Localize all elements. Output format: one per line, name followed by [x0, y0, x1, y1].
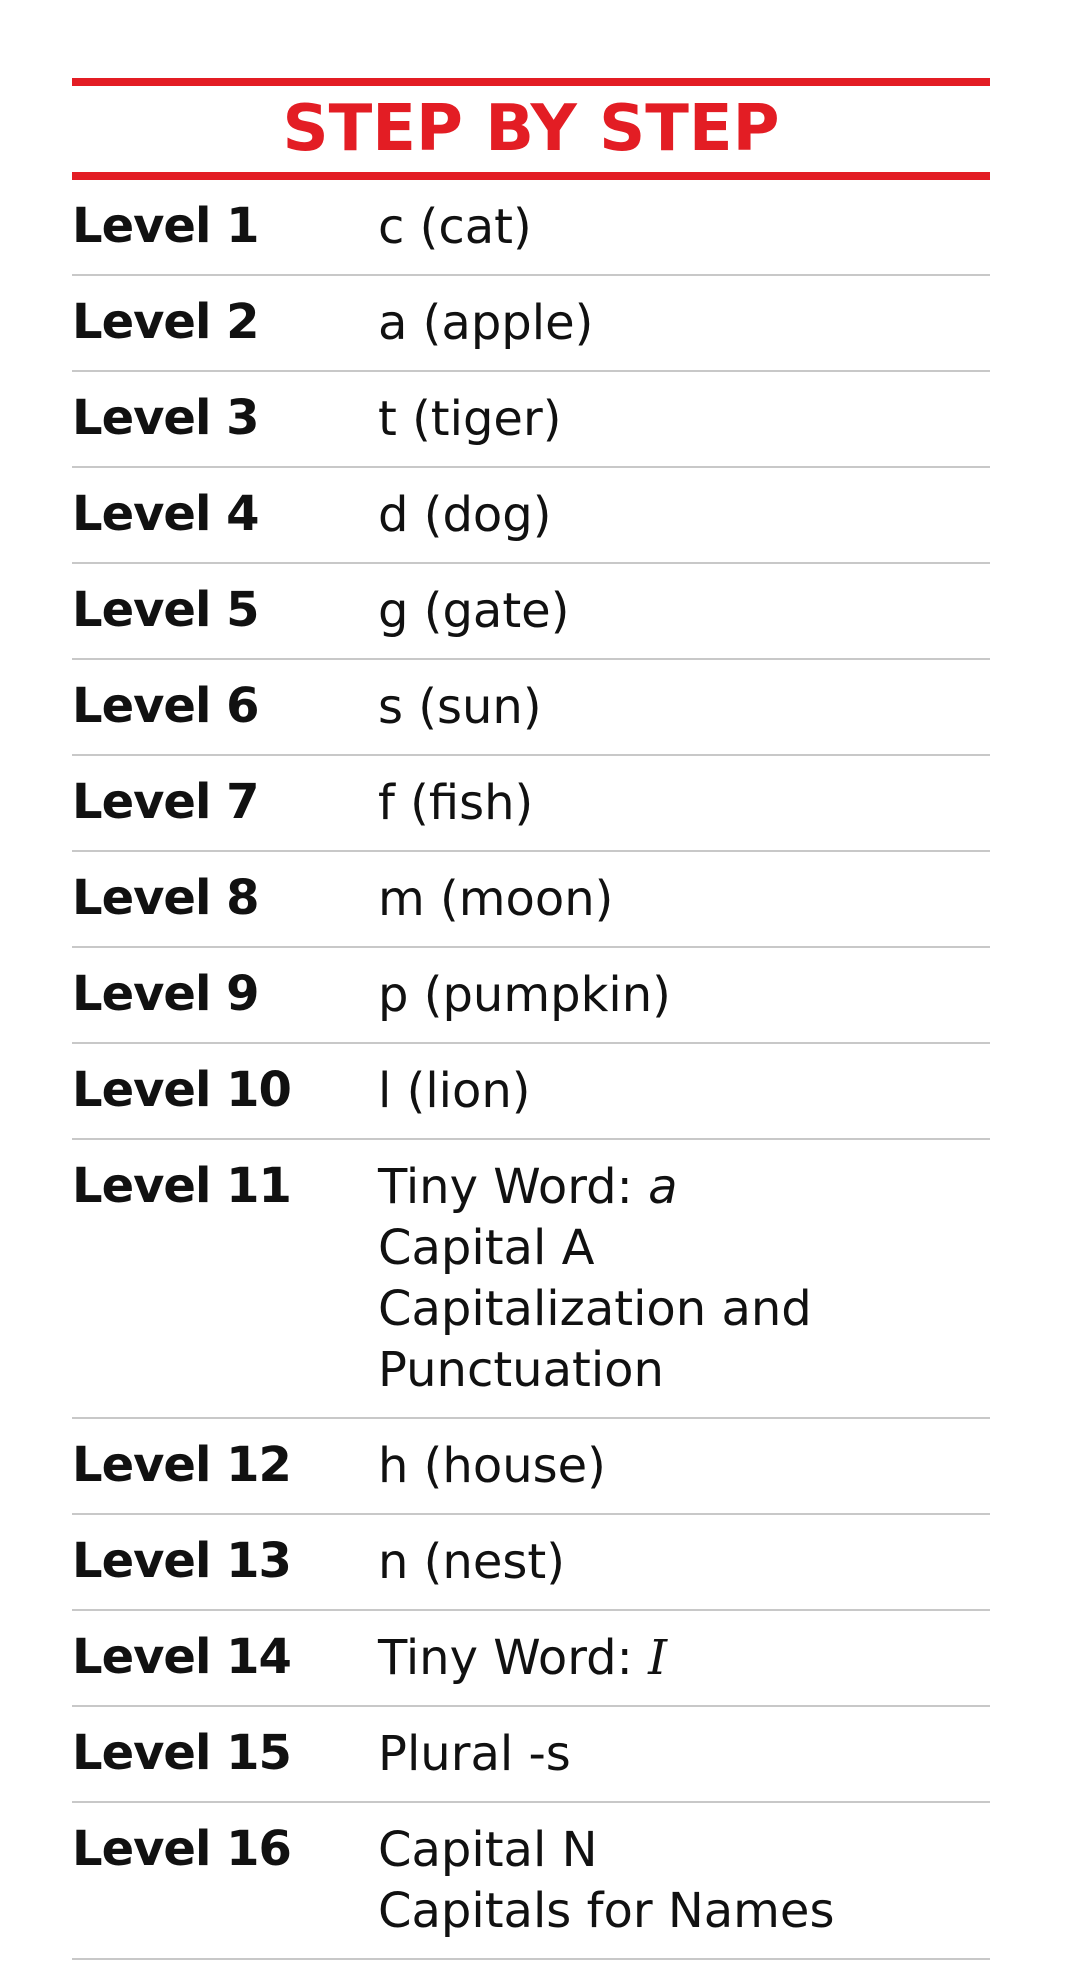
level-description [378, 197, 990, 258]
level-label: Level 1 [72, 198, 259, 254]
description-line: Capital A [378, 1220, 595, 1276]
level-description [378, 389, 990, 450]
step-by-step-panel [72, 78, 990, 1960]
level-description [378, 1820, 990, 1942]
level-description [378, 1532, 990, 1593]
level-label: Level 8 [72, 870, 259, 926]
level-row [72, 1707, 990, 1803]
level-description [378, 773, 990, 834]
level-description [378, 1061, 990, 1122]
level-row [72, 1803, 990, 1960]
level-row [72, 852, 990, 948]
description-line: Plural -s [378, 1726, 571, 1782]
level-description [378, 1436, 990, 1497]
level-description [378, 485, 990, 546]
level-row [72, 1044, 990, 1140]
level-label: Level 2 [72, 294, 259, 350]
tiny-word-prefix: Tiny Word: [378, 1159, 649, 1215]
levels-list [72, 180, 990, 1960]
level-description [378, 677, 990, 738]
level-label: Level 15 [72, 1725, 291, 1781]
level-description [378, 1724, 990, 1785]
level-description [378, 1157, 990, 1401]
description-line: t (tiger) [378, 391, 562, 447]
description-line: h (house) [378, 1438, 606, 1494]
level-description [378, 581, 990, 642]
level-row [72, 180, 990, 276]
level-row [72, 1515, 990, 1611]
level-label: Level 7 [72, 774, 259, 830]
level-row [72, 276, 990, 372]
description-line: n (nest) [378, 1534, 565, 1590]
level-description [378, 869, 990, 930]
tiny-word: a [648, 1159, 678, 1215]
level-row [72, 660, 990, 756]
description-line [378, 1157, 990, 1218]
level-row [72, 468, 990, 564]
description-line: l (lion) [378, 1063, 531, 1119]
description-line: f (fish) [378, 775, 534, 831]
description-line: c (cat) [378, 199, 532, 255]
tiny-word-prefix: Tiny Word: [378, 1630, 649, 1686]
level-label: Level 12 [72, 1437, 291, 1493]
description-line: Punctuation [378, 1342, 664, 1398]
description-line [378, 1628, 990, 1689]
tiny-word: I [648, 1630, 668, 1686]
description-line: d (dog) [378, 487, 552, 543]
level-label: Level 3 [72, 390, 259, 446]
level-label: Level 6 [72, 678, 259, 734]
description-line: p (pumpkin) [378, 967, 671, 1023]
level-label: Level 9 [72, 966, 259, 1022]
level-row [72, 1611, 990, 1707]
level-row [72, 1140, 990, 1419]
level-description [378, 965, 990, 1026]
level-label: Level 16 [72, 1821, 291, 1877]
level-row [72, 948, 990, 1044]
level-label: Level 4 [72, 486, 259, 542]
panel-title: STEP BY STEP [282, 92, 780, 166]
description-line: Capitals for Names [378, 1883, 835, 1939]
panel-header [72, 78, 990, 180]
level-label: Level 5 [72, 582, 259, 638]
description-line: a (apple) [378, 295, 594, 351]
level-row [72, 756, 990, 852]
level-row [72, 564, 990, 660]
level-label: Level 13 [72, 1533, 291, 1589]
description-line: g (gate) [378, 583, 570, 639]
description-line: s (sun) [378, 679, 542, 735]
level-description [378, 293, 990, 354]
level-label: Level 14 [72, 1629, 291, 1685]
description-line: m (moon) [378, 871, 614, 927]
level-row [72, 372, 990, 468]
level-label: Level 10 [72, 1062, 291, 1118]
level-label: Level 11 [72, 1158, 291, 1214]
description-line: Capitalization and [378, 1281, 812, 1337]
description-line: Capital N [378, 1822, 598, 1878]
level-description [378, 1628, 990, 1689]
level-row [72, 1419, 990, 1515]
